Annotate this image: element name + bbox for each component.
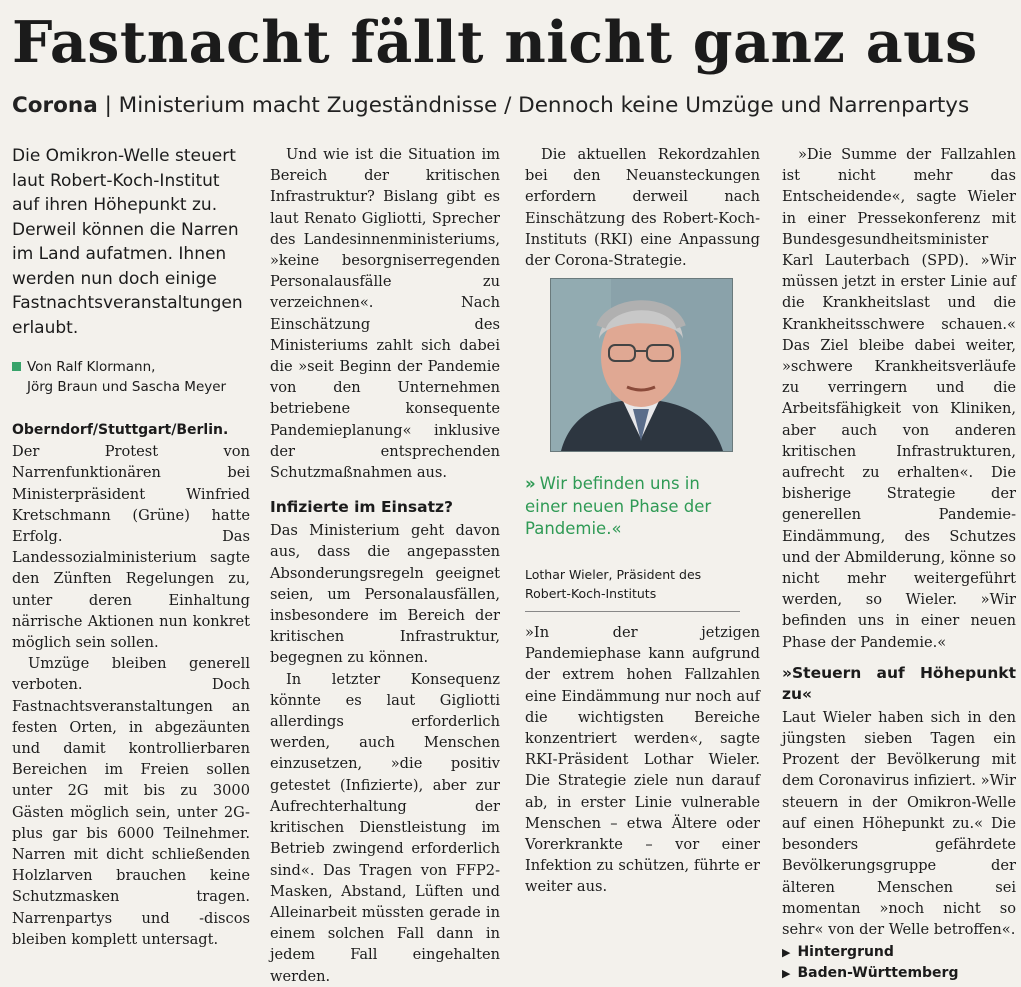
related-link-baden-wuerttemberg[interactable] bbox=[782, 963, 1016, 984]
paragraph: Laut Wieler haben sich in den jüngsten sieben Tagen ein Prozent der Bevölkerung mit dem Coronavirus infiziert. »Wir steuern in der Omikron-Welle auf einen Höhepunkt zu.« Die besonders gefährdete Bevölkerungsgruppe der älteren Menschen sei momentan »noch nicht so sehr« von der Welle betroffen«. bbox=[782, 708, 1016, 938]
topic-kicker: Corona bbox=[12, 93, 98, 118]
quote-marks-icon: » bbox=[525, 474, 536, 493]
paragraph: »In der jetzigen Pandemiephase kann aufgrund der extrem hohen Fallzahlen eine Eindämmung nur noch auf die wichtigsten Bereiche konzentriert werden«, sagte RKI-Präsident Lothar Wieler. Die Strategie ziele nun darauf ab, in erster Linie vulnerable Menschen – etwa Ältere oder Vorerkrankte – vor einer Infektion zu schützen, führte er weiter aus. bbox=[525, 624, 760, 896]
paragraph: Das Ministerium geht davon aus, dass die angepassten Absonderungsregeln geeignet seien, um Personalausfällen, insbesondere im Bereich der kritischen Infrastruktur, begegnen zu können. bbox=[270, 522, 500, 667]
article-lead: Die Omikron-Welle steuert laut Robert-Koch-Institut auf ihren Höhepunkt zu. Derweil können die Narren im Land aufatmen. Ihnen werden nun doch einige Fastnachtsveranstaltungen erlaubt. bbox=[12, 146, 243, 338]
column-1 bbox=[12, 138, 250, 950]
column-3 bbox=[525, 138, 760, 271]
pull-quote-text: Wir befinden uns in einer neuen Phase der Pandemie.« bbox=[525, 474, 712, 538]
photo-caption: Lothar Wieler, Präsident des Robert-Koch-Instituts bbox=[525, 567, 702, 601]
subheadline-text: Ministerium macht Zugeständnisse / Dennoch keine Umzüge und Narrenpartys bbox=[118, 93, 970, 118]
column-1-body bbox=[12, 419, 250, 950]
section-heading: »Steuern auf Höhepunkt zu« bbox=[782, 663, 1016, 703]
paragraph: Der Protest von Narrenfunktionären bei Ministerpräsident Winfried Kretschmann (Grüne) hatte Erfolg. Das Landessozialministerium sagte den Zünften Regelungen zu, unter deren Einhaltung närrische Aktionen nun konkret möglich sein sollen. bbox=[12, 443, 250, 652]
related-link-hintergrund[interactable] bbox=[782, 942, 1016, 963]
paragraph: »Die Summe der Fallzahlen ist nicht mehr das Entscheidende«, sagte Wieler in einer Pressekonferenz mit Bundesgesundheitsminister Karl Lauterbach (SPD). »Wir müssen jetzt in erster Linie auf die Krankheitslast und die Krankheitsschwere schauen.« Das Ziel bleibe dabei weiter, »schwere Krankheitsverläufe zu verringern und die Arbeitsfähigkeit von Kliniken, aber auch von anderen kritischen Infrastrukturen, aufrecht zu erhalten«. Die bisherige Strategie der generellen Pandemie-Eindämmung, des Schutzes und der Abmilderung, könne so nicht mehr weitergeführt werden, so Wieler. »Wir befinden uns in einer neuen Phase der Pandemie.« bbox=[782, 146, 1016, 651]
subheadline bbox=[12, 90, 1017, 122]
triangle-right-icon: ▶ bbox=[782, 967, 791, 981]
paragraph: Und wie ist die Situation im Bereich der kritischen Infrastruktur? Bislang gibt es laut Renato Gigliotti, Sprecher des Landesinnenministeriums, »keine besorgniserregenden Personalausfälle zu verzeichnen«. Nach Einschätzung des Ministeriums zahlt sich dabei die »seit Beginn der Pandemie von den Unternehmen betriebene konsequente Pandemieplanung« inklusive der entsprechenden Schutzmaßnahmen aus. bbox=[270, 146, 500, 482]
pull-quote bbox=[525, 473, 745, 541]
related-links bbox=[782, 942, 1016, 984]
column-3-continued bbox=[525, 622, 760, 898]
paragraph: Die aktuellen Rekordzahlen bei den Neuansteckungen erfordern derweil nach Einschätzung des Robert-Koch-Instituts (RKI) eine Anpassung der Corona-Strategie. bbox=[525, 146, 760, 270]
paragraph: Umzüge bleiben generell verboten. Doch Fastnachtsveranstaltungen an festen Orten, in abgezäunten und damit kontrollierbaren Bereichen im Freien sollen unter 2G mit bis zu 3000 Gästen möglich sein, unter 2G-plus gar bis 6000 Teilnehmer. Narren mit dicht schließenden Holzlarven brauchen keine Schutzmasken tragen. Narrenpartys und -discos bleiben komplett untersagt. bbox=[12, 655, 250, 948]
kicker-separator: | bbox=[97, 93, 119, 118]
portrait-photo bbox=[550, 278, 733, 452]
byline-square-icon bbox=[12, 362, 21, 371]
paragraph: In letzter Konsequenz könnte es laut Gigliotti allerdings erforderlich werden, auch Menschen einzusetzen, »die positiv getestet (Infizierte), aber zur Aufrechterhaltung der kritischen Dienstleistung im Betrieb zwingend erforderlich sind«. Das Tragen von FFP2-Masken, Abstand, Lüften und Alleinarbeit müssten gerade in einem solchen Fall dann in jedem Fall eingehalten werden. bbox=[270, 670, 500, 985]
column-2 bbox=[270, 138, 500, 987]
related-link-label: Hintergrund bbox=[797, 944, 894, 961]
headline: Fastnacht fällt nicht ganz aus bbox=[12, 9, 978, 76]
dateline: Oberndorf/Stuttgart/Berlin. bbox=[12, 422, 229, 438]
byline bbox=[12, 358, 250, 397]
portrait-illustration bbox=[551, 279, 732, 451]
column-4 bbox=[782, 138, 1016, 984]
byline-line-2: Jörg Braun und Sascha Meyer bbox=[27, 378, 227, 395]
section-heading: Infizierte im Einsatz? bbox=[270, 498, 454, 517]
related-link-label: Baden-Württemberg bbox=[797, 965, 959, 982]
caption-divider bbox=[525, 611, 740, 612]
triangle-right-icon: ▶ bbox=[782, 946, 791, 960]
byline-line-1: Von Ralf Klormann, bbox=[27, 359, 156, 375]
